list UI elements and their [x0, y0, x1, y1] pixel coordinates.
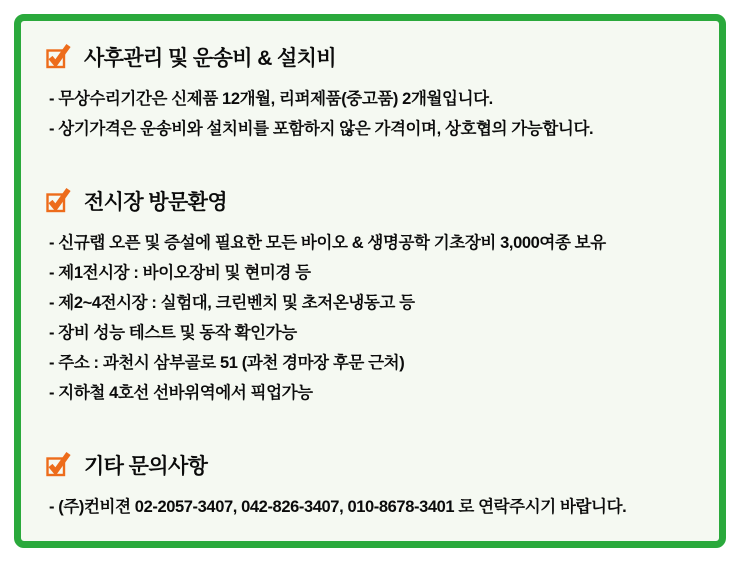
checkbox-checked-icon	[45, 43, 71, 69]
section-title: 전시장 방문환영	[84, 191, 228, 214]
section-heading	[45, 452, 693, 478]
bullet-line: - (주)컨비젼 02-2057-3407, 042-826-3407, 010-8678-3401 로 연락주시기 바랍니다.	[49, 498, 627, 516]
bullet-line: - 주소 : 과천시 삼부골로 51 (과천 경마장 후문 근처)	[49, 354, 405, 372]
section-contact	[45, 452, 693, 522]
bullet-line: - 장비 성능 테스트 및 동작 확인가능	[49, 324, 297, 342]
bullet-line: - 상기가격은 운송비와 설치비를 포함하지 않은 가격이며, 상호협의 가능합니다.	[49, 120, 594, 138]
bullet-list	[49, 228, 693, 408]
section-heading	[45, 188, 693, 214]
bullet-line: - 제1전시장 : 바이오장비 및 현미경 등	[49, 264, 311, 282]
section-showroom	[45, 188, 693, 408]
notice-panel	[14, 14, 726, 548]
bullet-line: - 무상수리기간은 신제품 12개월, 리퍼제품(중고품) 2개월입니다.	[49, 90, 493, 108]
section-aftercare	[45, 44, 693, 144]
bullet-line: - 지하철 4호선 선바위역에서 픽업가능	[49, 384, 313, 402]
bullet-line: - 제2~4전시장 : 실험대, 크린벤치 및 초저온냉동고 등	[49, 294, 415, 312]
bullet-list	[49, 84, 693, 144]
checkbox-checked-icon	[45, 187, 71, 213]
section-title: 사후관리 및 운송비 & 설치비	[84, 47, 337, 70]
bullet-line: - 신규랩 오픈 및 증설에 필요한 모든 바이오 & 생명공학 기초장비 3,000여종 보유	[49, 234, 606, 252]
bullet-list	[49, 492, 693, 522]
checkbox-checked-icon	[45, 451, 71, 477]
section-title: 기타 문의사항	[84, 455, 208, 478]
section-heading	[45, 44, 693, 70]
